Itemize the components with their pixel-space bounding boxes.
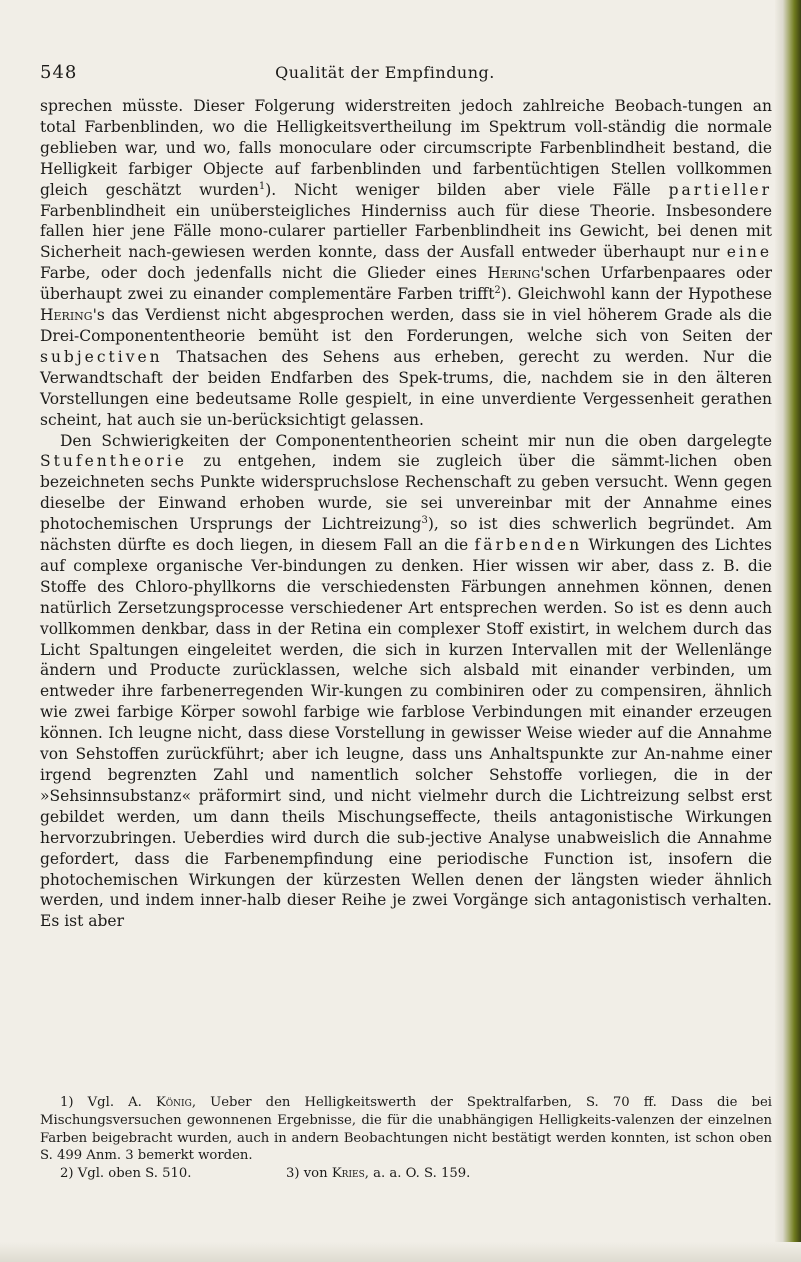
emphasis-partieller: partieller (668, 180, 772, 199)
footnote-1 (40, 1094, 772, 1165)
emphasis-subjectiven: subjectiven (40, 347, 163, 366)
text-run: , Ueber den Helligkeitswerth der Spektralfarben, S. 70 ff. Dass die bei Mischungsversuchen gewonnenen Ergebnisse, die für die unabhängigen Helligkeits-valenzen der einzelnen Farben beigebracht wurden, auch in andern Beobachtungen nicht bestätigt werden konnten, ist schon oben S. 499 Anm. 3 bemerkt worden. (40, 1095, 772, 1164)
text-run: . Gleichwohl kann der Hypothese (506, 285, 772, 304)
text-run: 's das Verdienst nicht abgesprochen werden, dass sie in viel höherem Grade als die Drei-Componententheorie bemüht ist den Forderungen, welche sich von Seiten der (40, 306, 772, 345)
text-run: Wirkungen des Lichtes auf complexe organische Ver-bindungen zu denken. Hier wissen wir aber, dass z. B. die Stoffe des Chloro-phyllkorns die verschiedensten Färbungen annehmen können, denen natürlich Zersetzungsprocesse verschiedener Art entsprechen werden. So ist es denn auch vollkommen denkbar, dass in der Retina ein complexer Stoff existirt, in welchem durch das Licht Spaltungen eingeleitet werden, die sich in kurzen Intervallen mit der Wellenlänge ändern und Producte zurücklassen, welche sich alsbald mit einander verbinden, um entweder ihre farbenerregenden Wir-kungen zu combiniren oder zu compensiren, ähnlich wie zwei farbige Körper sowohl farbige wie farblose Verbindungen mit einander erzeugen können. Ich leugne nicht, dass diese Vorstellung in gewisser Weise wieder auf die Annahme von Sehstoffen zurückführt; aber ich leugne, dass uns Anhaltspunkte zur An-nahme einer irgend begrenzten Zahl und namentlich solcher Sehstoffe vorliegen, die in der »Sehsinnsubstanz« präformirt sind, und nicht vielmehr durch die Lichtreizung selbst erst gebildet werden, um dann theils Mischungseffecte, theils antagonistische Wirkungen hervorzubringen. Ueberdies wird durch die sub-jective Analyse unabweislich die Annahme gefordert, dass die Farbenempfindung eine periodische Function ist, insofern die photochemischen Wirkungen der kürzesten Wellen denen der längsten wieder ähnlich werden, und indem inner-halb dieser Reihe je zwei Vorgänge sich antagonistisch verhalten. Es ist aber (40, 536, 773, 931)
text-run: Farbe, oder doch jedenfalls nicht die Glieder eines (40, 264, 488, 283)
author-hering: Hering (40, 306, 93, 325)
emphasis-eine: eine (726, 243, 772, 262)
author-koenig: König (155, 1095, 192, 1110)
page-edge-right (775, 0, 801, 1262)
emphasis-faerbenden: färbenden (474, 536, 583, 555)
footnotes (40, 1094, 772, 1183)
text-run: zu entgehen, indem sie zugleich über die sämmt-lichen oben bezeichneten sechs Punkte widerspruchslose Rechenschaft zu geben versucht. Wenn gegen dieselbe der Einwand erhoben wurde, sie sei unvereinbar mit der Annahme eines photochemischen Ursprungs der Lichtreizung (40, 452, 772, 534)
page-number: 548 (40, 62, 78, 83)
text-run: , a. a. O. S. 159. (364, 1166, 471, 1182)
footnote-marker: 1) (60, 1095, 74, 1110)
text-run: . Nicht weniger bilden aber viele Fälle (271, 180, 669, 199)
running-title: Qualität der Empfindung. (275, 63, 495, 82)
footnote-row (40, 1165, 772, 1183)
footnote-2: 2) Vgl. oben S. 510. (60, 1166, 192, 1182)
footnote-ref-3: 3 (421, 514, 428, 526)
author-hering: Hering (487, 264, 541, 283)
text-run: Vgl. A. (73, 1095, 156, 1110)
text-run: 'schen Urfarbenpaares oder überhaupt zwei zu einander complementäre Farben trifft (40, 264, 772, 304)
text-run: 3) von (286, 1166, 332, 1182)
text-run: Den Schwierigkeiten der Componententheorien scheint mir nun die oben dargelegte (60, 431, 772, 450)
paragraph-2: Den Schwierigkeiten der Componententheorien scheint mir nun die oben dargelegte Stufentheorie zu entgehen, indem sie zugleich über die sämmt-lichen oben bezeichneten sechs Punkte widerspruchslose Rechenschaft zu geben versucht. Wenn gegen dieselbe der Einwand erhoben wurde, sie sei unvereinbar mit der Annahme eines photochemischen Ursprungs der Lichtreizung$^3$), so ist dies schwerlich begründet. Am nächsten dürfte es doch liegen, in diesem Fall an die färbenden Wirkungen des Lichtes auf complexe organische Ver-bindungen zu denken. Hier wissen wir aber, dass z. B. die Stoffe des Chloro-phyllkorns die verschiedensten Färbungen annehmen können, denen natürlich Zersetzungsprocesse verschiedener Art entsprechen werden. So ist es denn auch vollkommen denkbar, dass in der Retina ein complexer Stoff existirt, in welchem durch das Licht Spaltungen eingeleitet werden, die sich in kurzen Intervallen mit der Wellenlänge ändern und Producte zurücklassen, welche sich alsbald mit einander verbinden, um entweder ihre farbenerregenden Wir-kungen zu combiniren oder zu compensiren, ähnlich wie zwei farbige Körper sowohl farbige wie farblose Verbindungen mit einander erzeugen können. Ich leugne nicht, dass diese Vorstellung in gewisser Weise wieder auf die Annahme von Sehstoffen zurückführt; aber ich leugne, dass uns Anhaltspunkte zur An-nahme einer irgend begrenzten Zahl und namentlich solcher Sehstoffe vorliegen, die in der »Sehsinnsubstanz« präformirt sind, und nicht vielmehr durch die Lichtreizung selbst erst gebildet werden, um dann theils Mischungseffecte, theils antagonistische Wirkungen hervorzubringen. Ueberdies wird durch die sub-jective Analyse unabweislich die Annahme gefordert, dass die Farbenempfindung eine periodische Function ist, insofern die photochemischen Wirkungen der kürzesten Wellen denen der längsten wieder ähnlich werden, und indem inner-halb dieser Reihe je zwei Vorgänge sich antagonistisch verhalten. Es ist aber (40, 431, 773, 931)
paragraph-1: sprechen müsste. Dieser Folgerung widerstreiten jedoch zahlreiche Beobach-tungen an total Farbenblinden, wo die Helligkeitsvertheilung im Spektrum voll-ständig die normale geblieben war, und wo, falls monoculare oder circumscripte Farbenblindheit bestand, die Helligkeit farbiger Objecte auf farbenblinden und farbentüchtigen Stellen vollkommen gleich geschätzt wurden$^1$). Nicht weniger bilden aber viele Fälle partieller Farbenblindheit ein unübersteigliches Hinderniss auch für diese Theorie. Insbesondere fallen hier jene Fälle mono-cularer partieller Farbenblindheit ins Gewicht, bei denen mit Sicherheit nach-gewiesen werden konnte, dass der Ausfall entweder überhaupt nur eine Farbe, oder doch jedenfalls nicht die Glieder eines Hering'schen Urfarbenpaares oder überhaupt zwei zu einander complementäre Farben trifft$^2$). Gleichwohl kann der Hypothese Hering's das Verdienst nicht abgesprochen werden, dass sie in viel höherem Grade als die Drei-Componententheorie bemüht ist den Forderungen, welche sich von Seiten der subjectiven Thatsachen des Sehens aus erheben, gerecht zu werden. Nur die Verwandtschaft der beiden Endfarben des Spek-trums, die, nachdem sie in den älteren Vorstellungen eine bedeutsame Rolle gespielt, in eine unverdiente Vergessenheit gerathen scheint, hat auch sie un-berücksichtigt gelassen. (40, 97, 772, 429)
footnote-3 (286, 1165, 470, 1183)
footnote-ref-1: 1 (258, 180, 266, 192)
text-run: Farbenblindheit ein unübersteigliches Hinderniss auch für diese Theorie. Insbesondere fallen hier jene Fälle mono-cularer partieller Farbenblindheit ins Gewicht, bei denen mit Sicherheit nach-gewiesen werden konnte, dass der Ausfall entweder überhaupt nur (40, 201, 772, 262)
text-run: sprechen müsste. Dieser Folgerung widerstreiten jedoch zahlreiche Beobach-tungen an total Farbenblinden, wo die Helligkeitsvertheilung im Spektrum voll-ständig die normale geblieben war, und wo, falls monoculare oder circumscripte Farbenblindheit bestand, die Helligkeit farbiger Objecte auf farbenblinden und farbentüchtigen Stellen vollkommen gleich geschätzt wurden (40, 97, 772, 199)
page-edge-bottom (0, 1242, 801, 1262)
body-text (40, 96, 772, 932)
page-header (0, 62, 770, 90)
text-run: Thatsachen des Sehens aus erheben, gerecht zu werden. Nur die Verwandtschaft der beiden Endfarben des Spek-trums, die, nachdem sie in den älteren Vorstellungen eine bedeutsame Rolle gespielt, in eine unverdiente Vergessenheit gerathen scheint, hat auch sie un-berücksichtigt gelassen. (40, 347, 772, 429)
emphasis-stufentheorie: Stufentheorie (40, 452, 187, 471)
footnote-ref-2: 2 (494, 285, 501, 296)
author-kries: Kries (331, 1166, 365, 1182)
text-run: , so ist dies schwerlich begründet. Am nächsten dürfte es doch liegen, in diesem Fall an die (40, 515, 772, 555)
